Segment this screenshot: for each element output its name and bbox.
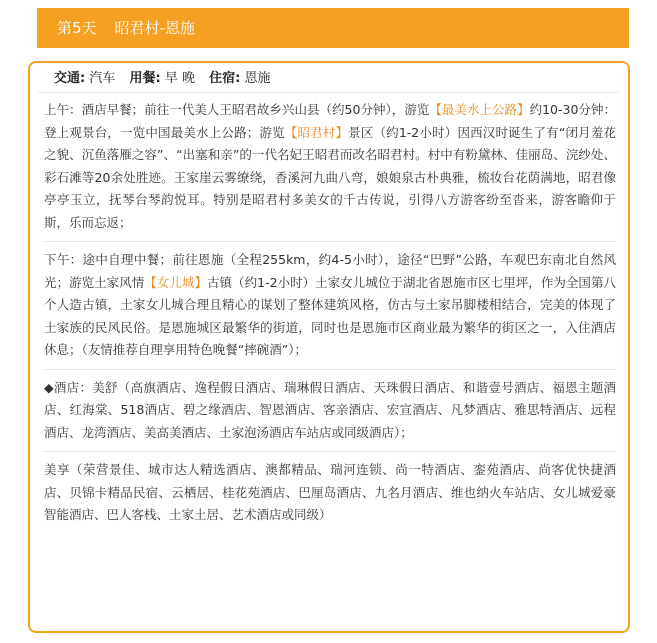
afternoon-text-1: 下午：途中自理中餐；前往恩施（全程255km，约4-5小时），途径“巴野”公路，车观巴东南北自然风光；游览土家风情 [44,252,616,290]
stay-value: 恩施 [244,71,271,86]
zhaojun-village-highlight: 【昭君村】 [284,124,349,140]
morning-text-2: 约10-30分钟：登上观景台，一览中国最美水上公路；游览 [44,102,616,140]
divider [44,369,616,370]
premium-hotels-paragraph: 美享（荣营景佳、城市达人精选酒店、澳都精品、瑞河连锁、尚一特酒店、銮苑酒店、尚客优快捷酒店、贝锦卡精品民宿、云栖居、桂花苑酒店、巴厘岛酒店、九名月酒店、维也纳火车站店、女儿城爱豪智能酒店、巴人客栈、土家土居、艺术酒店或同级） [44,462,616,522]
meals-value: 早 晚 [164,71,195,86]
hotels-paragraph: ◆酒店：美舒（高旗酒店、逸程假日酒店、瑞琳假日酒店、天珠假日酒店、和谐壹号酒店、福恩主题酒店、红海棠、518酒店、碧之缘酒店、智恩酒店、客亲酒店、宏宣酒店、凡梦酒店、雅思特酒店、远程酒店、龙湾酒店、美高美酒店、土家泡汤酒店车站店或同级酒店）； [44,379,616,440]
daughter-city-highlight: 【女儿城】 [144,274,207,290]
day-route-title: 昭君村-恩施 [114,19,195,37]
morning-text-3: 景区（约1-2小时）因西汉时诞生了有“闭月羞花之貌、沉鱼落雁之容”、“出塞和亲”的一代名妃王昭君而改名昭君村。村中有粉黛林、佳丽岛、浣纱处、彩石滩等20余处胜迹。王家崖云雾缭绕，香溪河九曲八弯，娘娘泉古朴典雅，梳妆台花荫满地，昭君像亭亭玉立，抚琴台琴韵悦耳。特别是昭君村多美女的千古传说，引得八方游客纷至沓来，游客瞻仰于斯，乐而忘返； [44,124,616,230]
morning-text-1: 上午：酒店早餐；前往一代美人王昭君故乡兴山县（约50分钟），游览 [44,102,430,117]
morning-paragraph [44,99,616,234]
afternoon-text-2: 古镇（约1-2小时）土家女儿城位于湖北省恩施市区七里坪，作为全国第八个人造古镇，土家女儿城合理且精心的谋划了整体建筑风格，仿古与土家吊脚楼相结合，完美的体现了土家族的民风民俗。是恩施城区最繁华的街道，同时也是恩施市区商业最为繁华的街区之一，入住酒店休息；（友情推荐自理享用特色晚餐“摔碗酒”）； [44,274,616,357]
divider [44,451,616,452]
afternoon-paragraph [44,249,616,362]
divider [44,241,616,242]
day-header-banner [37,8,629,48]
trip-info-bar [38,65,620,93]
stay-label: 住宿: [209,71,241,86]
day-number: 第5天 [57,19,97,37]
transport-label: 交通: [54,71,86,86]
scenic-road-highlight: 【最美水上公路】 [429,102,530,117]
meals-label: 用餐: [129,71,161,86]
transport-value: 汽车 [89,71,116,86]
itinerary-card [28,61,630,633]
itinerary-content [44,99,616,527]
